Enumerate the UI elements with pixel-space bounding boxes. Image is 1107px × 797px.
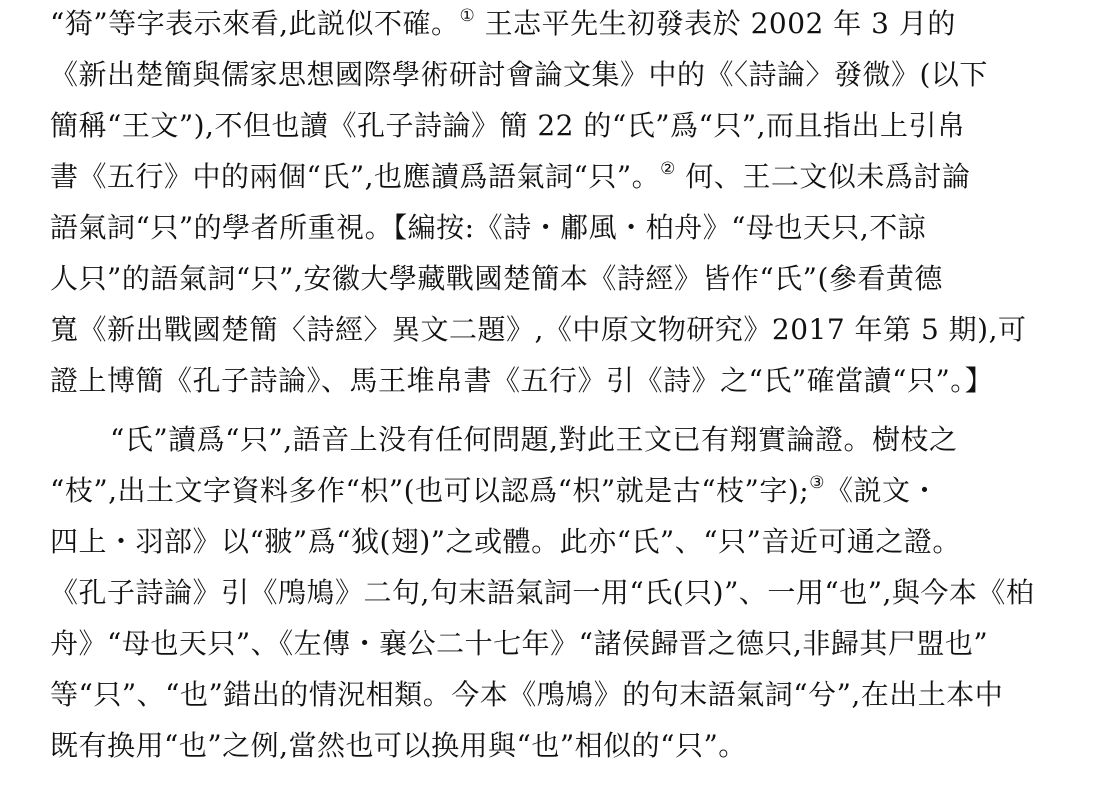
line-text: 等“只”、“也”錯出的情況相類。今本《鳲鳩》的句末語氣詞“兮”,在出土本中 xyxy=(50,678,1004,711)
line-text: 《新出楚簡與儒家思想國際學術研討會論文集》中的《〈詩論〉發微》(以下 xyxy=(50,58,988,91)
line-text: 何、王二文似未爲討論 xyxy=(675,160,971,193)
text-line xyxy=(50,675,1070,715)
line-text: 《説文・ xyxy=(824,474,939,507)
text-line xyxy=(50,624,1070,664)
footnote-marker[interactable]: ① xyxy=(459,6,476,26)
text-line xyxy=(50,55,1070,95)
footnote-marker[interactable]: ② xyxy=(660,159,676,179)
text-line xyxy=(50,106,1070,146)
paragraph-first-line xyxy=(110,420,1070,460)
text-line xyxy=(50,208,1070,248)
text-line xyxy=(50,726,1070,766)
line-text: “猗”等字表示來看,此説似不確。 xyxy=(50,7,460,40)
line-text: 書《五行》中的兩個“氏”,也應讀爲語氣詞“只”。 xyxy=(50,160,661,193)
line-text: 四上・羽部》以“翍”爲“狘(翅)”之或體。此亦“氏”、“只”音近可通之證。 xyxy=(50,525,961,558)
text-line xyxy=(50,361,1070,401)
line-text: “枝”,出土文字資料多作“枳”(也可以認爲“枳”就是古“枝”字); xyxy=(50,474,810,507)
line-text: 寬《新出戰國楚簡〈詩經〉異文二題》,《中原文物研究》2017 年第 5 期),可 xyxy=(50,313,1027,346)
line-text: 舟》“母也天只”、《左傳・襄公二十七年》“諸侯歸晋之德只,非歸其尸盟也” xyxy=(50,627,989,660)
line-text: 人只”的語氣詞“只”,安徽大學藏戰國楚簡本《詩經》皆作“氏”(參看黄德 xyxy=(50,262,943,295)
text-line xyxy=(50,259,1070,299)
text-line xyxy=(50,4,1070,44)
line-text: “氏”讀爲“只”,語音上没有任何問題,對此王文已有翔實論證。樹枝之 xyxy=(110,423,958,456)
footnote-marker[interactable]: ③ xyxy=(809,473,825,493)
text-line xyxy=(50,471,1070,511)
line-text: 王志平先生初發表於 2002 年 3 月的 xyxy=(475,7,956,40)
line-text: 《孔子詩論》引《鳲鳩》二句,句末語氣詞一用“氏(只)”、一用“也”,與今本《柏 xyxy=(50,576,1035,609)
text-line xyxy=(50,310,1070,350)
text-line xyxy=(50,522,1070,562)
line-text: 證上博簡《孔子詩論》、馬王堆帛書《五行》引《詩》之“氏”確當讀“只”。】 xyxy=(50,364,994,397)
line-text: 簡稱“王文”),不但也讀《孔子詩論》簡 22 的“氏”爲“只”,而且指出上引帛 xyxy=(50,109,966,142)
line-text: 語氣詞“只”的學者所重視。【編按:《詩・鄘風・柏舟》“母也天只,不諒 xyxy=(50,211,927,244)
text-line xyxy=(50,157,1070,197)
text-line xyxy=(50,573,1070,613)
line-text: 既有换用“也”之例,當然也可以换用與“也”相似的“只”。 xyxy=(50,729,747,762)
